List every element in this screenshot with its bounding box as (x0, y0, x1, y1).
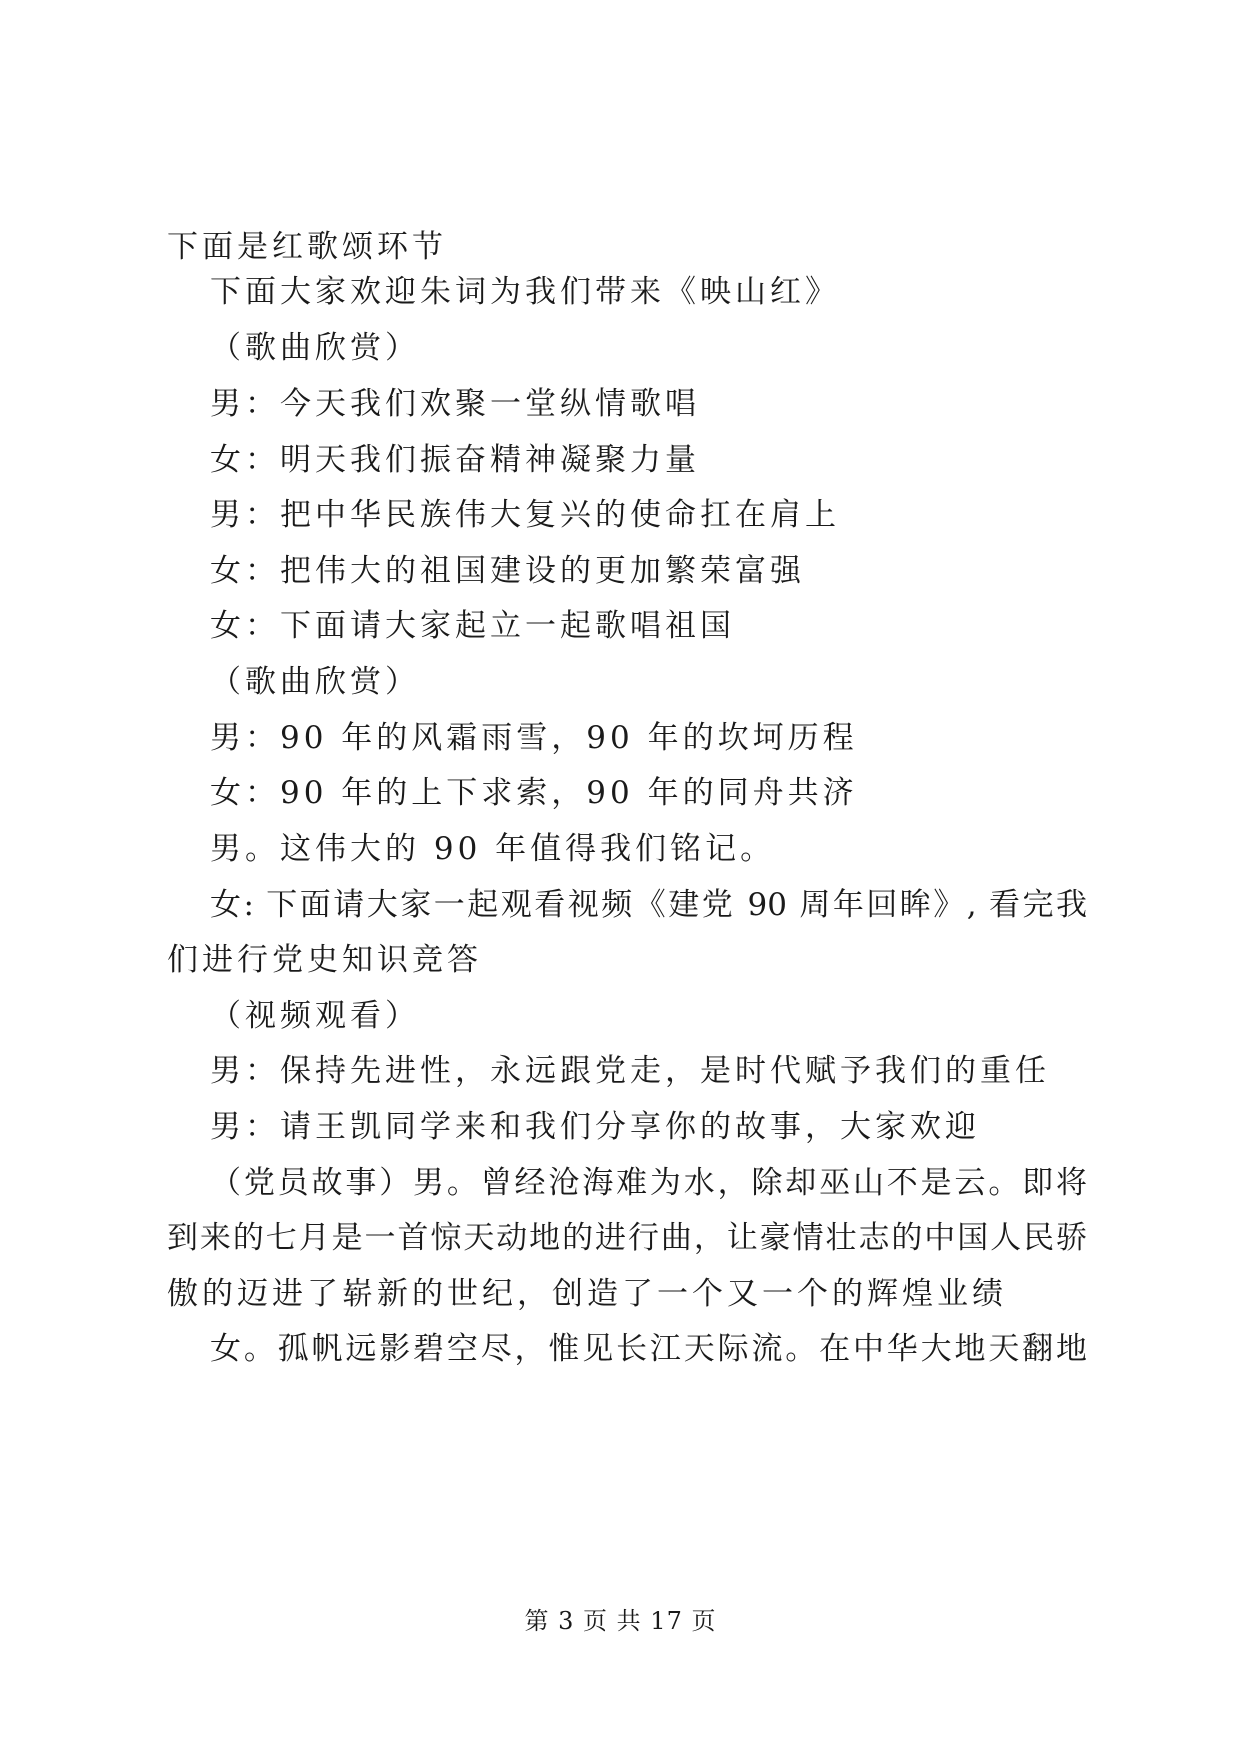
text-line: 们进行党史知识竞答 (167, 942, 482, 978)
text-line: 傲的迈进了崭新的世纪，创造了一个又一个的辉煌业绩 (167, 1276, 1007, 1312)
text-line: 女：90 年的上下求索，90 年的同舟共济 (210, 775, 858, 811)
text-line: 女：把伟大的祖国建设的更加繁荣富强 (210, 553, 805, 589)
page-number-footer: 第 3 页 共 17 页 (524, 1607, 717, 1635)
text-line: 男：把中华民族伟大复兴的使命扛在肩上 (210, 497, 840, 533)
text-line: 女：下面请大家起立一起歌唱祖国 (210, 608, 735, 644)
text-line: 女：明天我们振奋精神凝聚力量 (210, 442, 700, 478)
text-line: 女: 下面请大家一起观看视频《建党 90 周年回眸》, 看完我 (210, 887, 1087, 923)
text-line: （歌曲欣赏） (210, 330, 420, 366)
text-line: 到来的七月是一首惊天动地的进行曲，让豪情壮志的中国人民骄 (167, 1220, 1087, 1256)
text-line: 男：今天我们欢聚一堂纵情歌唱 (210, 386, 700, 422)
text-line: 下面大家欢迎朱词为我们带来《映山红》 (210, 274, 840, 310)
text-line: 男：请王凯同学来和我们分享你的故事，大家欢迎 (210, 1109, 980, 1145)
text-line: （党员故事）男。曾经沧海难为水，除却巫山不是云。即将 (210, 1165, 1087, 1201)
text-line: 下面是红歌颂环节 (167, 229, 447, 265)
text-line: 女。孤帆远影碧空尽，惟见长江天际流。在中华大地天翻地 (210, 1331, 1087, 1367)
text-line: 男：保持先进性，永远跟党走，是时代赋予我们的重任 (210, 1053, 1050, 1089)
text-line: 男：90 年的风霜雨雪，90 年的坎坷历程 (210, 720, 858, 756)
text-line: 男。这伟大的 90 年值得我们铭记。 (210, 831, 776, 867)
text-line: （视频观看） (210, 998, 420, 1034)
text-line: （歌曲欣赏） (210, 664, 420, 700)
